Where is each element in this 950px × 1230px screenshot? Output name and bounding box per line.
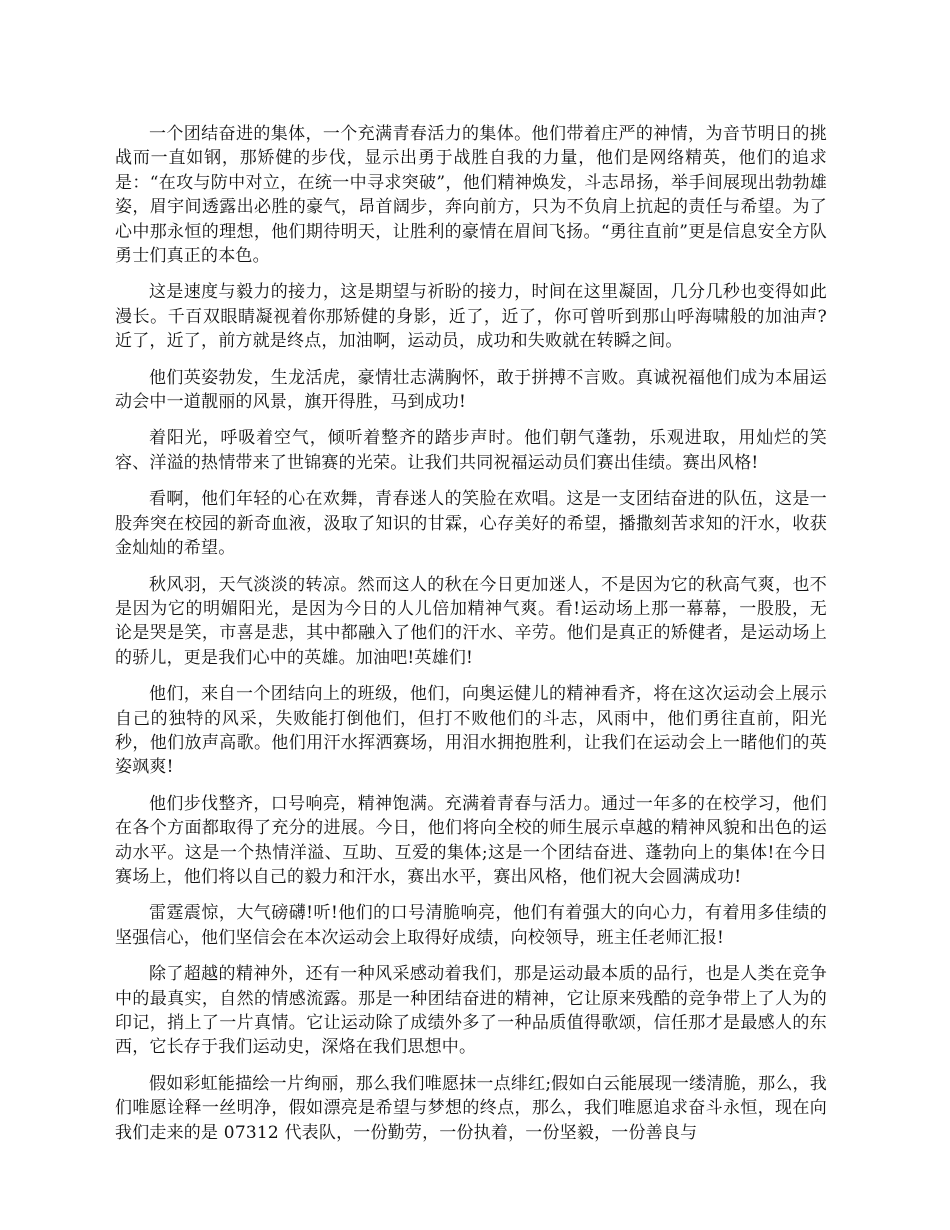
paragraph-6: 秋风羽，天气淡淡的转凉。然而这人的秋在今日更加迷人，不是因为它的秋高气爽，也不是因为它的明媚阳光，是因为今日的人儿倍加精神气爽。看!运动场上那一幕幕，一股股，无论是哭是笑，市喜是悲，其中都融入了他们的汗水、辛劳。他们是真正的矫健者，是运动场上的骄儿，更是我们心中的英雄。加油吧!英雄们! — [115, 574, 827, 668]
paragraph-4: 着阳光，呼吸着空气，倾听着整齐的踏步声时。他们朝气蓬勃，乐观进取，用灿烂的笑容、洋溢的热情带来了世锦赛的光荣。让我们共同祝福运动员们赛出佳绩。赛出风格! — [115, 428, 827, 473]
paragraph-2: 这是速度与毅力的接力，这是期望与祈盼的接力，时间在这里凝固，几分几秒也变得如此漫长。千百双眼睛凝视着你那矫健的身影，近了，近了，你可曾听到那山呼海啸般的加油声?近了，近了，前方就是终点，加油啊，运动员，成功和失败就在转瞬之间。 — [115, 282, 827, 352]
paragraph-8: 他们步伐整齐，口号响亮，精神饱满。充满着青春与活力。通过一年多的在校学习，他们在各个方面都取得了充分的进展。今日，他们将向全校的师生展示卓越的精神风貌和出色的运动水平。这是一个热情洋溢、互助、互爱的集体;这是一个团结奋进、蓬勃向上的集体!在今日赛场上，他们将以自己的毅力和汗水，赛出水平，赛出风格，他们祝大会圆满成功! — [115, 793, 827, 887]
paragraph-1: 一个团结奋进的集体，一个充满青春活力的集体。他们带着庄严的神情，为音节明日的挑战而一直如钢，那矫健的步伐，显示出勇于战胜自我的力量，他们是网络精英，他们的追求是：“在攻与防中对立，在统一中寻求突破”，他们精神焕发，斗志昂扬，举手间展现出勃勃雄姿，眉宇间透露出必胜的豪气，昂首阔步，奔向前方，只为不负肩上抗起的责任与希望。为了心中那永恒的理想，他们期待明天，让胜利的豪情在眉间飞扬。“勇往直前”更是信息安全方队勇士们真正的本色。 — [115, 124, 827, 267]
paragraph-7: 他们，来自一个团结向上的班级，他们，向奥运健儿的精神看齐，将在这次运动会上展示自己的独特的风采，失败能打倒他们，但打不败他们的斗志，风雨中，他们勇往直前，阳光秒，他们放声高歌。他们用汗水挥洒赛场，用泪水拥抱胜利，让我们在运动会上一睹他们的英姿飒爽! — [115, 684, 827, 778]
paragraph-3: 他们英姿勃发，生龙活虎，豪情壮志满胸怀，敢于拼搏不言败。真诚祝福他们成为本届运动会中一道靓丽的风景，旗开得胜，马到成功! — [115, 367, 827, 413]
paragraph-5: 看啊，他们年轻的心在欢舞，青春迷人的笑脸在欢唱。这是一支团结奋进的队伍，这是一股奔突在校园的新奇血液，汲取了知识的甘霖，心存美好的希望，播撒刻苦求知的汗水，收获金灿灿的希望。 — [115, 489, 827, 559]
paragraph-11: 假如彩虹能描绘一片绚丽，那么我们唯愿抹一点绯红;假如白云能展现一缕清脆，那么，我们唯愿诠释一丝明净，假如漂亮是希望与梦想的终点，那么，我们唯愿追求奋斗永恒，现在向我们走来的是 07312 代表队，一份勤劳，一份执着，一份坚毅，一份善良与 — [115, 1073, 827, 1143]
paragraph-10: 除了超越的精神外，还有一种风采感动着我们，那是运动最本质的品行，也是人类在竞争中的最真实，自然的情感流露。那是一种团结奋进的精神，它让原来残酷的竞争带上了人为的印记，捎上了一片真情。它让运动除了成绩外多了一种品质值得歌颂，信任那才是最感人的东西，它长存于我们运动史，深烙在我们思想中。 — [115, 964, 827, 1058]
document-body — [115, 122, 827, 1157]
paragraph-9: 雷霆震惊，大气磅礴!听!他们的口号清脆响亮，他们有着强大的向心力，有着用多佳绩的坚强信心，他们坚信会在本次运动会上取得好成绩，向校领导，班主任老师汇报! — [115, 903, 827, 948]
